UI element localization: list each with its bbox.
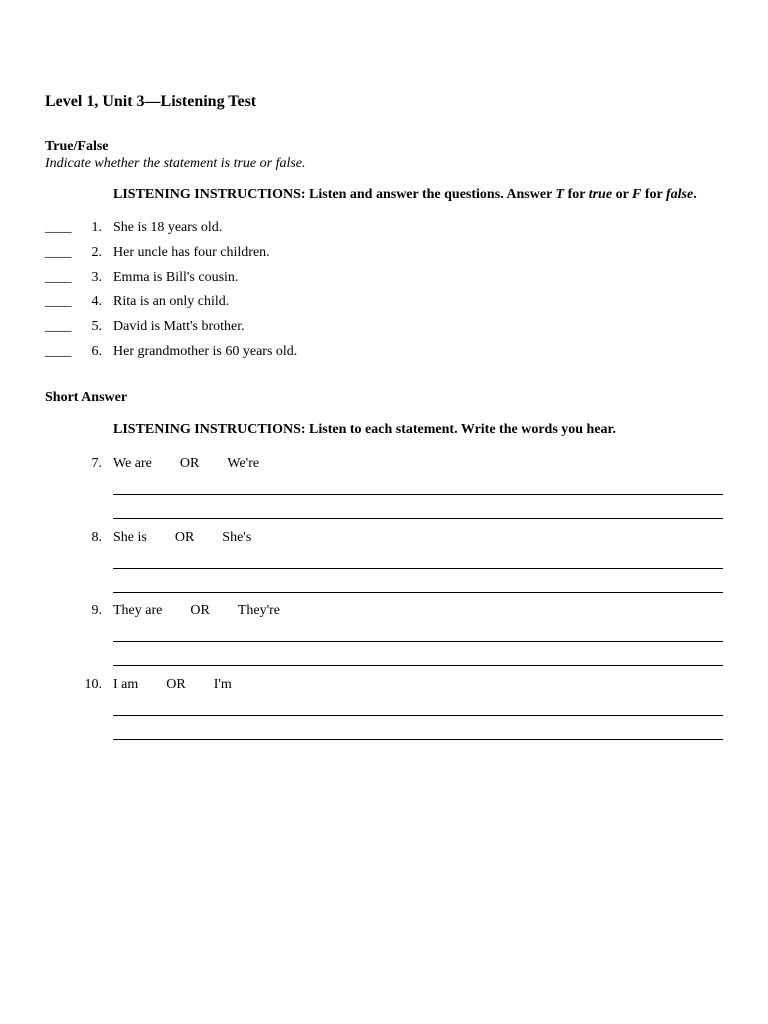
instructions-or: or <box>612 187 633 202</box>
question-number: 5. <box>91 319 102 335</box>
question-number: 8. <box>91 530 102 545</box>
answer-choices <box>113 603 280 619</box>
sa-question-8 <box>0 530 768 600</box>
true-false-instructions <box>113 187 697 203</box>
choice-or: OR <box>174 530 195 545</box>
true-false-list <box>45 220 645 369</box>
section-subtitle-true-false: Indicate whether the statement is true or false. <box>45 156 306 171</box>
answer-choices <box>113 677 232 693</box>
choice-a: She is <box>113 530 147 545</box>
section-title-true-false: True/False <box>45 139 109 154</box>
tf-question-5 <box>45 319 645 344</box>
answer-blank[interactable]: ____ <box>45 343 71 359</box>
answer-blank[interactable]: ____ <box>45 269 71 285</box>
choice-or: OR <box>166 677 186 692</box>
answer-choices <box>113 530 251 546</box>
question-number: 10. <box>84 677 102 692</box>
true-false-section-header <box>45 138 306 172</box>
question-number: 6. <box>91 343 102 359</box>
answer-choices <box>113 456 259 472</box>
choice-or: OR <box>190 603 210 618</box>
answer-line[interactable] <box>113 665 723 666</box>
choice-a: We are <box>113 456 152 471</box>
question-number: 4. <box>91 294 102 310</box>
answer-line[interactable] <box>113 568 723 569</box>
question-text: Her uncle has four children. <box>113 244 270 260</box>
instructions-for-1: for <box>564 187 589 202</box>
choice-b: I'm <box>213 677 232 692</box>
answer-blank[interactable]: ____ <box>45 220 71 235</box>
question-text: Emma is Bill's cousin. <box>113 269 239 285</box>
instructions-true-word: true <box>588 187 613 202</box>
instructions-t-letter: T <box>555 187 565 202</box>
sa-question-7 <box>0 456 768 526</box>
answer-line[interactable] <box>113 739 723 740</box>
answer-line[interactable] <box>113 494 723 495</box>
question-number: 3. <box>91 269 102 285</box>
answer-line[interactable] <box>113 715 723 716</box>
instructions-suffix: . <box>693 187 697 202</box>
question-text: She is 18 years old. <box>113 220 223 235</box>
answer-line[interactable] <box>113 592 723 593</box>
instructions-prefix: LISTENING INSTRUCTIONS: Listen and answer the questions. Answer <box>113 187 556 202</box>
choice-a: They are <box>113 603 163 618</box>
instructions-for-2: for <box>641 187 666 202</box>
question-number: 1. <box>91 220 102 235</box>
choice-b: They're <box>237 603 280 618</box>
choice-or: OR <box>179 456 200 471</box>
document-title: Level 1, Unit 3—Listening Test <box>45 93 257 110</box>
tf-question-3 <box>45 270 645 295</box>
tf-question-1 <box>45 220 645 245</box>
question-number: 7. <box>91 456 102 471</box>
answer-blank[interactable]: ____ <box>45 294 71 310</box>
answer-line[interactable] <box>113 641 723 642</box>
tf-question-4 <box>45 294 645 319</box>
answer-line[interactable] <box>113 518 723 519</box>
question-text: Her grandmother is 60 years old. <box>113 343 298 359</box>
question-text: David is Matt's brother. <box>113 319 245 335</box>
choice-b: She's <box>222 530 252 545</box>
section-title-short-answer: Short Answer <box>45 390 128 405</box>
short-answer-instructions: LISTENING INSTRUCTIONS: Listen to each statement. Write the words you hear. <box>113 422 616 437</box>
question-number: 9. <box>91 603 102 618</box>
choice-b: We're <box>227 456 260 471</box>
sa-question-10 <box>0 677 768 747</box>
instructions-f-letter: F <box>632 187 642 202</box>
answer-blank[interactable]: ____ <box>45 244 71 260</box>
answer-blank[interactable]: ____ <box>45 319 71 335</box>
sa-question-9 <box>0 603 768 673</box>
tf-question-2 <box>45 245 645 270</box>
instructions-false-word: false <box>666 187 694 202</box>
choice-a: I am <box>113 677 139 692</box>
question-number: 2. <box>91 244 102 260</box>
tf-question-6 <box>45 344 645 369</box>
question-text: Rita is an only child. <box>113 294 230 310</box>
